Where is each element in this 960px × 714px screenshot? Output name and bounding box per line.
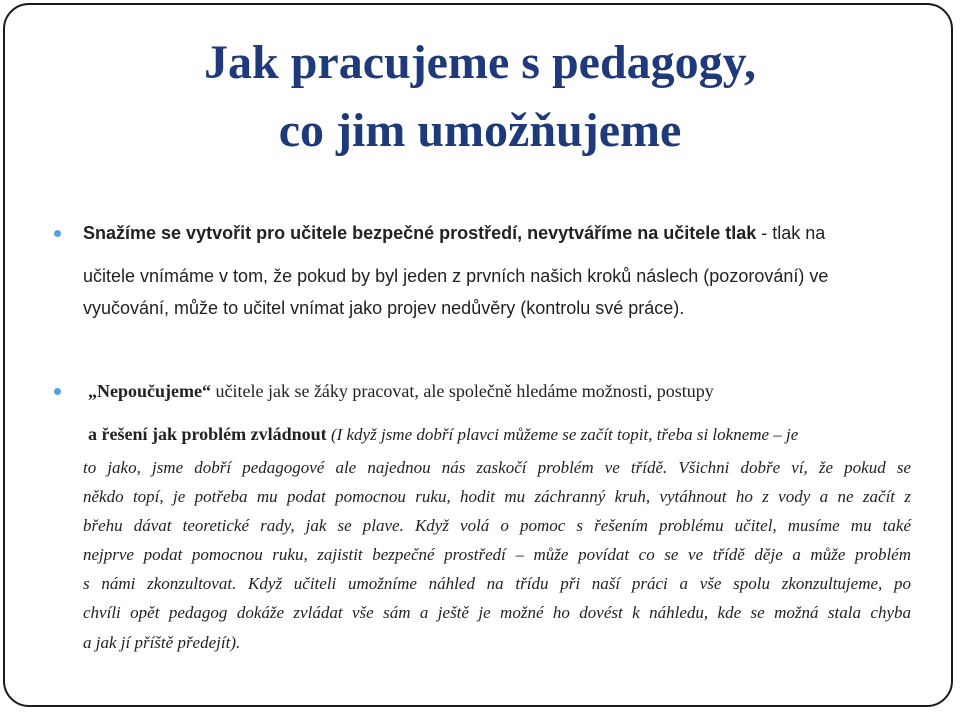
bullet-2-line-1-rest: učitele jak se žáky pracovat, ale společně hledáme možnosti, postupy bbox=[210, 381, 714, 401]
bullet-1-line-3: vyučování, může to učitel vnímat jako projev nedůvěry (kontrolu své práce). bbox=[83, 298, 685, 318]
bullet-1-line-2: učitele vnímáme v tom, že pokud by byl jeden z prvních našich kroků náslech (pozorování) ve bbox=[83, 266, 829, 286]
slide-title-line-1: Jak pracujeme s pedagogy, bbox=[204, 36, 756, 89]
slide bbox=[3, 3, 953, 707]
bullet-2-italic-line-6: chvíli opět pedagog dokáže zvládat vše sám a ještě je možné ho dovést k náhledu, kde se možná stala chyba bbox=[83, 603, 911, 622]
bullet-2-italic-line-4: nejprve podat pomocnou ruku, zajistit bezpečné prostředí – může povídat co se ve třídě děje a může problém bbox=[83, 545, 911, 564]
bullet-2-italic-line-3: břehu dávat teoretické rady, jak se plave. Když volá o pomoc s řešením problému učitel, musíme mu také bbox=[83, 516, 911, 535]
bullet-2-italic-start: (I když jsme dobří plavci můžeme se začít topit, třeba si lokneme – je bbox=[326, 425, 799, 444]
bullet-2-italic-line-1: to jako, jsme dobří pedagogové ale najednou nás zaskočí problém ve třídě. Všichni dobře ví, že pokud se bbox=[83, 458, 911, 477]
bullet-2-line-1 bbox=[88, 381, 714, 402]
bullet-2-quote-bold: „Nepoučujeme“ bbox=[88, 381, 211, 401]
bullet-1-bold-text: Snažíme se vytvořit pro učitele bezpečné prostředí, nevytváříme na učitele tlak bbox=[83, 223, 757, 243]
bullet-2-dot-icon bbox=[54, 388, 61, 395]
bullet-1-rest-text: - tlak na bbox=[756, 223, 826, 243]
bullet-1-dot-icon bbox=[54, 230, 61, 237]
bullet-2-line-2 bbox=[88, 424, 798, 445]
slide-title-line-2: co jim umožňujeme bbox=[278, 104, 682, 157]
bullet-2-italic-line-2: někdo topí, je potřeba mu podat pomocnou ruku, hodit mu záchranný kruh, vytáhnout ho z vody a ne začít z bbox=[83, 487, 911, 506]
bullet-2-bold-phrase: a řešení jak problém zvládnout bbox=[88, 424, 327, 444]
bullet-2-italic-line-7: a jak jí příště předejít). bbox=[83, 633, 241, 652]
bullet-1-line-1 bbox=[83, 223, 825, 244]
bullet-2-italic-line-5: s námi zkonzultovat. Když učiteli umožníme náhled na třídu při naší práci a vše spolu zkonzultujeme, po bbox=[83, 574, 911, 593]
